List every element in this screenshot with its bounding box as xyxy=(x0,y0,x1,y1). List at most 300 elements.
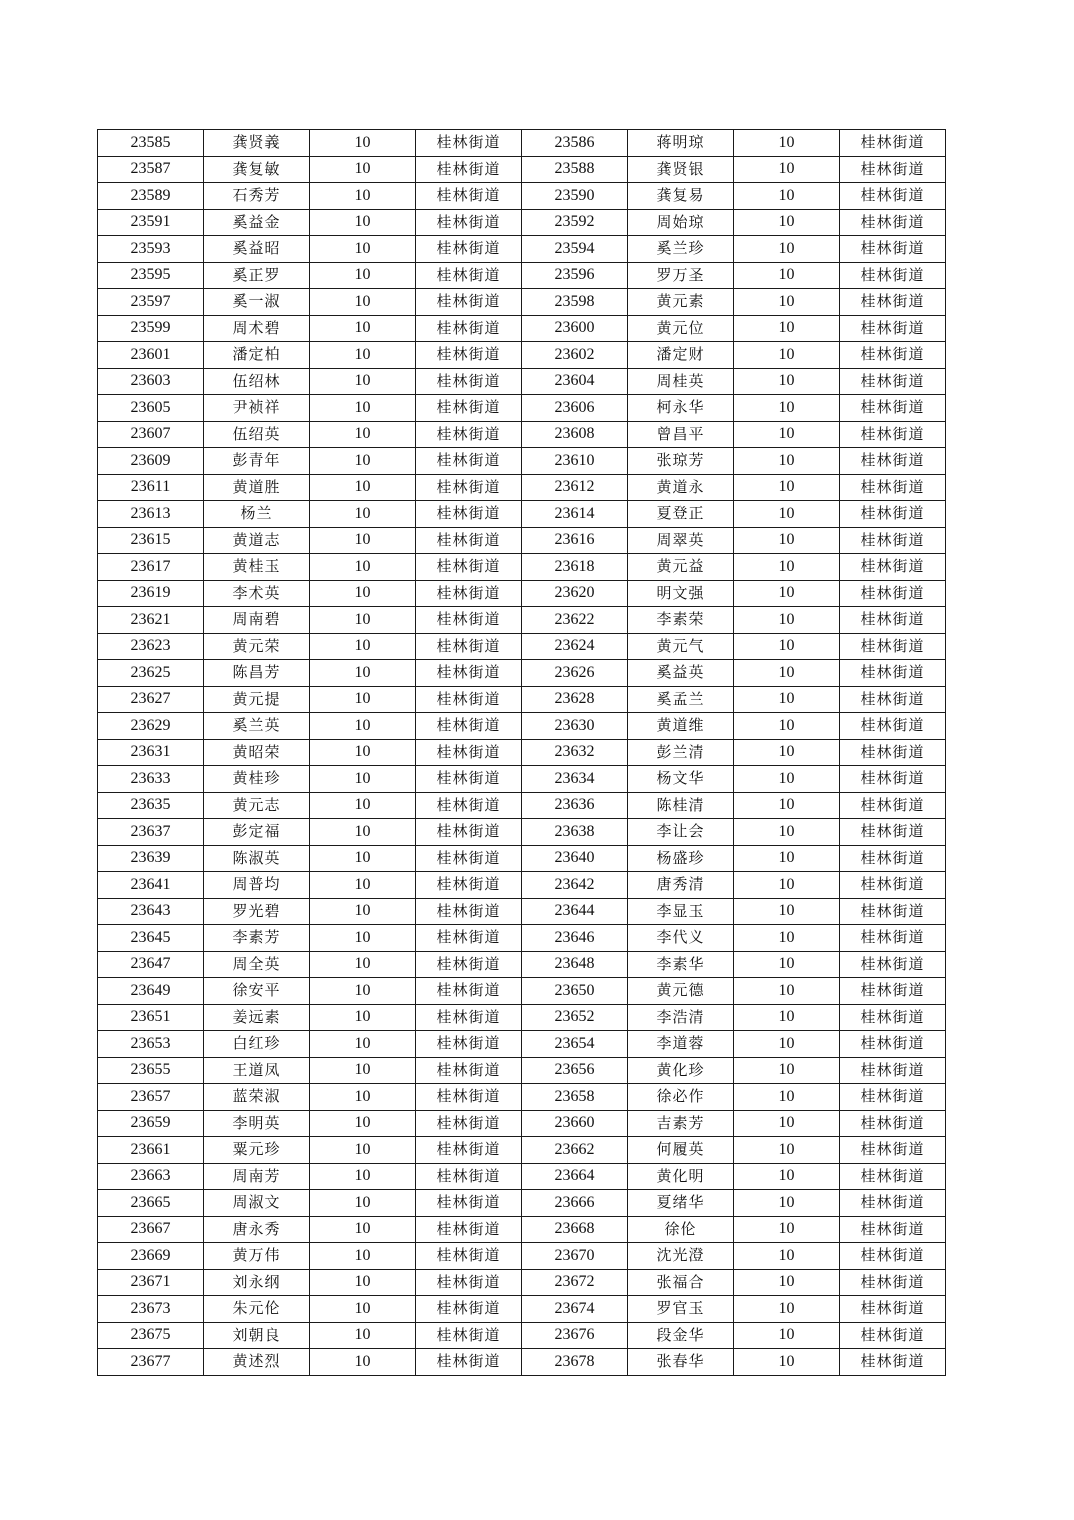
table-row xyxy=(98,474,946,501)
id-cell: 23648 xyxy=(522,951,628,978)
name-cell: 李素芳 xyxy=(204,925,310,952)
count-cell: 10 xyxy=(734,819,840,846)
street-cell: 桂林街道 xyxy=(416,1216,522,1243)
count-cell: 10 xyxy=(310,262,416,289)
id-cell: 23656 xyxy=(522,1057,628,1084)
table-row xyxy=(98,766,946,793)
street-cell: 桂林街道 xyxy=(416,819,522,846)
name-cell: 龚复敏 xyxy=(204,156,310,183)
name-cell: 段金华 xyxy=(628,1322,734,1349)
count-cell: 10 xyxy=(734,209,840,236)
id-cell: 23612 xyxy=(522,474,628,501)
id-cell: 23653 xyxy=(98,1031,204,1058)
name-cell: 白红珍 xyxy=(204,1031,310,1058)
name-cell: 奚正罗 xyxy=(204,262,310,289)
table-row xyxy=(98,315,946,342)
count-cell: 10 xyxy=(734,580,840,607)
street-cell: 桂林街道 xyxy=(840,183,946,210)
count-cell: 10 xyxy=(734,792,840,819)
street-cell: 桂林街道 xyxy=(840,1322,946,1349)
name-cell: 黄桂玉 xyxy=(204,554,310,581)
name-cell: 伍绍林 xyxy=(204,368,310,395)
count-cell: 10 xyxy=(734,898,840,925)
name-cell: 周南芳 xyxy=(204,1163,310,1190)
street-cell: 桂林街道 xyxy=(840,448,946,475)
street-cell: 桂林街道 xyxy=(840,686,946,713)
table-row xyxy=(98,1004,946,1031)
street-cell: 桂林街道 xyxy=(840,1243,946,1270)
id-cell: 23658 xyxy=(522,1084,628,1111)
street-cell: 桂林街道 xyxy=(840,925,946,952)
name-cell: 龚复易 xyxy=(628,183,734,210)
name-cell: 黄元荣 xyxy=(204,633,310,660)
table-row xyxy=(98,501,946,528)
count-cell: 10 xyxy=(310,130,416,157)
count-cell: 10 xyxy=(734,183,840,210)
count-cell: 10 xyxy=(310,607,416,634)
count-cell: 10 xyxy=(310,527,416,554)
name-cell: 奚兰珍 xyxy=(628,236,734,263)
name-cell: 奚益英 xyxy=(628,660,734,687)
street-cell: 桂林街道 xyxy=(416,1004,522,1031)
table-row xyxy=(98,978,946,1005)
table-row xyxy=(98,1137,946,1164)
id-cell: 23671 xyxy=(98,1269,204,1296)
count-cell: 10 xyxy=(310,819,416,846)
street-cell: 桂林街道 xyxy=(416,607,522,634)
table-row xyxy=(98,1216,946,1243)
street-cell: 桂林街道 xyxy=(416,1243,522,1270)
count-cell: 10 xyxy=(310,342,416,369)
street-cell: 桂林街道 xyxy=(416,1031,522,1058)
name-cell: 奚益金 xyxy=(204,209,310,236)
name-cell: 唐永秀 xyxy=(204,1216,310,1243)
id-cell: 23624 xyxy=(522,633,628,660)
name-cell: 粟元珍 xyxy=(204,1137,310,1164)
street-cell: 桂林街道 xyxy=(840,978,946,1005)
id-cell: 23625 xyxy=(98,660,204,687)
id-cell: 23651 xyxy=(98,1004,204,1031)
street-cell: 桂林街道 xyxy=(416,1163,522,1190)
id-cell: 23590 xyxy=(522,183,628,210)
table-row xyxy=(98,1163,946,1190)
street-cell: 桂林街道 xyxy=(416,872,522,899)
count-cell: 10 xyxy=(310,978,416,1005)
street-cell: 桂林街道 xyxy=(416,315,522,342)
count-cell: 10 xyxy=(310,448,416,475)
street-cell: 桂林街道 xyxy=(840,209,946,236)
name-cell: 黄道志 xyxy=(204,527,310,554)
name-cell: 奚兰英 xyxy=(204,713,310,740)
name-cell: 吉素芳 xyxy=(628,1110,734,1137)
count-cell: 10 xyxy=(734,1137,840,1164)
street-cell: 桂林街道 xyxy=(416,1296,522,1323)
id-cell: 23588 xyxy=(522,156,628,183)
id-cell: 23615 xyxy=(98,527,204,554)
id-cell: 23607 xyxy=(98,421,204,448)
table-row xyxy=(98,554,946,581)
table-row xyxy=(98,686,946,713)
count-cell: 10 xyxy=(310,633,416,660)
name-cell: 李素华 xyxy=(628,951,734,978)
name-cell: 彭兰清 xyxy=(628,739,734,766)
count-cell: 10 xyxy=(310,395,416,422)
name-cell: 潘定财 xyxy=(628,342,734,369)
count-cell: 10 xyxy=(310,1243,416,1270)
count-cell: 10 xyxy=(734,527,840,554)
id-cell: 23643 xyxy=(98,898,204,925)
id-cell: 23678 xyxy=(522,1349,628,1376)
count-cell: 10 xyxy=(734,156,840,183)
id-cell: 23666 xyxy=(522,1190,628,1217)
street-cell: 桂林街道 xyxy=(416,183,522,210)
id-cell: 23660 xyxy=(522,1110,628,1137)
street-cell: 桂林街道 xyxy=(840,1084,946,1111)
id-cell: 23596 xyxy=(522,262,628,289)
name-cell: 周术碧 xyxy=(204,315,310,342)
name-cell: 彭青年 xyxy=(204,448,310,475)
count-cell: 10 xyxy=(734,633,840,660)
street-cell: 桂林街道 xyxy=(416,554,522,581)
name-cell: 蓝荣淑 xyxy=(204,1084,310,1111)
name-cell: 李浩清 xyxy=(628,1004,734,1031)
id-cell: 23668 xyxy=(522,1216,628,1243)
count-cell: 10 xyxy=(310,660,416,687)
name-cell: 唐秀清 xyxy=(628,872,734,899)
id-cell: 23604 xyxy=(522,368,628,395)
name-cell: 黄道维 xyxy=(628,713,734,740)
name-cell: 柯永华 xyxy=(628,395,734,422)
id-cell: 23670 xyxy=(522,1243,628,1270)
id-cell: 23608 xyxy=(522,421,628,448)
street-cell: 桂林街道 xyxy=(840,1163,946,1190)
id-cell: 23611 xyxy=(98,474,204,501)
count-cell: 10 xyxy=(734,1110,840,1137)
street-cell: 桂林街道 xyxy=(840,660,946,687)
name-cell: 曾昌平 xyxy=(628,421,734,448)
table-row xyxy=(98,130,946,157)
street-cell: 桂林街道 xyxy=(416,713,522,740)
table-row xyxy=(98,342,946,369)
street-cell: 桂林街道 xyxy=(840,580,946,607)
count-cell: 10 xyxy=(734,368,840,395)
street-cell: 桂林街道 xyxy=(416,898,522,925)
id-cell: 23669 xyxy=(98,1243,204,1270)
street-cell: 桂林街道 xyxy=(840,1031,946,1058)
id-cell: 23649 xyxy=(98,978,204,1005)
count-cell: 10 xyxy=(310,289,416,316)
id-cell: 23634 xyxy=(522,766,628,793)
id-cell: 23585 xyxy=(98,130,204,157)
name-cell: 罗官玉 xyxy=(628,1296,734,1323)
count-cell: 10 xyxy=(310,1322,416,1349)
count-cell: 10 xyxy=(310,1296,416,1323)
street-cell: 桂林街道 xyxy=(840,421,946,448)
street-cell: 桂林街道 xyxy=(840,342,946,369)
street-cell: 桂林街道 xyxy=(840,262,946,289)
street-cell: 桂林街道 xyxy=(416,1190,522,1217)
name-cell: 周南碧 xyxy=(204,607,310,634)
id-cell: 23661 xyxy=(98,1137,204,1164)
count-cell: 10 xyxy=(310,1269,416,1296)
table-row xyxy=(98,819,946,846)
table-row xyxy=(98,633,946,660)
name-cell: 黄万伟 xyxy=(204,1243,310,1270)
count-cell: 10 xyxy=(310,474,416,501)
table-row xyxy=(98,183,946,210)
street-cell: 桂林街道 xyxy=(416,766,522,793)
count-cell: 10 xyxy=(310,1190,416,1217)
id-cell: 23601 xyxy=(98,342,204,369)
count-cell: 10 xyxy=(310,1137,416,1164)
table-row xyxy=(98,289,946,316)
street-cell: 桂林街道 xyxy=(840,1190,946,1217)
id-cell: 23591 xyxy=(98,209,204,236)
street-cell: 桂林街道 xyxy=(416,845,522,872)
name-cell: 杨文华 xyxy=(628,766,734,793)
id-cell: 23638 xyxy=(522,819,628,846)
id-cell: 23616 xyxy=(522,527,628,554)
street-cell: 桂林街道 xyxy=(840,713,946,740)
id-cell: 23665 xyxy=(98,1190,204,1217)
name-cell: 李代义 xyxy=(628,925,734,952)
id-cell: 23675 xyxy=(98,1322,204,1349)
name-cell: 黄元益 xyxy=(628,554,734,581)
count-cell: 10 xyxy=(734,262,840,289)
count-cell: 10 xyxy=(734,845,840,872)
street-cell: 桂林街道 xyxy=(840,792,946,819)
count-cell: 10 xyxy=(734,501,840,528)
street-cell: 桂林街道 xyxy=(416,527,522,554)
count-cell: 10 xyxy=(310,501,416,528)
street-cell: 桂林街道 xyxy=(416,1057,522,1084)
id-cell: 23636 xyxy=(522,792,628,819)
name-cell: 陈昌芳 xyxy=(204,660,310,687)
count-cell: 10 xyxy=(734,395,840,422)
table-row xyxy=(98,607,946,634)
name-cell: 李明英 xyxy=(204,1110,310,1137)
table-row xyxy=(98,1269,946,1296)
street-cell: 桂林街道 xyxy=(840,1296,946,1323)
id-cell: 23589 xyxy=(98,183,204,210)
name-cell: 奚一淑 xyxy=(204,289,310,316)
name-cell: 李让会 xyxy=(628,819,734,846)
id-cell: 23637 xyxy=(98,819,204,846)
street-cell: 桂林街道 xyxy=(840,554,946,581)
table-row xyxy=(98,1296,946,1323)
name-cell: 蒋明琼 xyxy=(628,130,734,157)
count-cell: 10 xyxy=(734,1031,840,1058)
id-cell: 23642 xyxy=(522,872,628,899)
id-cell: 23664 xyxy=(522,1163,628,1190)
id-cell: 23673 xyxy=(98,1296,204,1323)
count-cell: 10 xyxy=(734,554,840,581)
table-row xyxy=(98,527,946,554)
count-cell: 10 xyxy=(734,1349,840,1376)
id-cell: 23593 xyxy=(98,236,204,263)
name-cell: 李素荣 xyxy=(628,607,734,634)
id-cell: 23587 xyxy=(98,156,204,183)
street-cell: 桂林街道 xyxy=(840,819,946,846)
street-cell: 桂林街道 xyxy=(840,156,946,183)
name-cell: 黄昭荣 xyxy=(204,739,310,766)
table-body xyxy=(98,130,946,1376)
count-cell: 10 xyxy=(310,925,416,952)
count-cell: 10 xyxy=(310,713,416,740)
street-cell: 桂林街道 xyxy=(416,633,522,660)
count-cell: 10 xyxy=(310,898,416,925)
id-cell: 23652 xyxy=(522,1004,628,1031)
id-cell: 23647 xyxy=(98,951,204,978)
id-cell: 23639 xyxy=(98,845,204,872)
table-row xyxy=(98,660,946,687)
id-cell: 23594 xyxy=(522,236,628,263)
id-cell: 23650 xyxy=(522,978,628,1005)
id-cell: 23602 xyxy=(522,342,628,369)
name-cell: 黄元德 xyxy=(628,978,734,1005)
name-cell: 何履英 xyxy=(628,1137,734,1164)
table-row xyxy=(98,580,946,607)
id-cell: 23592 xyxy=(522,209,628,236)
street-cell: 桂林街道 xyxy=(416,1084,522,1111)
name-cell: 明文强 xyxy=(628,580,734,607)
count-cell: 10 xyxy=(734,421,840,448)
name-cell: 黄元志 xyxy=(204,792,310,819)
name-cell: 徐安平 xyxy=(204,978,310,1005)
count-cell: 10 xyxy=(734,1216,840,1243)
table-row xyxy=(98,1031,946,1058)
count-cell: 10 xyxy=(310,183,416,210)
count-cell: 10 xyxy=(310,554,416,581)
street-cell: 桂林街道 xyxy=(416,342,522,369)
table-row xyxy=(98,395,946,422)
id-cell: 23646 xyxy=(522,925,628,952)
id-cell: 23654 xyxy=(522,1031,628,1058)
id-cell: 23622 xyxy=(522,607,628,634)
street-cell: 桂林街道 xyxy=(416,1137,522,1164)
street-cell: 桂林街道 xyxy=(840,845,946,872)
street-cell: 桂林街道 xyxy=(840,872,946,899)
street-cell: 桂林街道 xyxy=(840,739,946,766)
street-cell: 桂林街道 xyxy=(416,1269,522,1296)
count-cell: 10 xyxy=(734,1190,840,1217)
name-cell: 徐必作 xyxy=(628,1084,734,1111)
id-cell: 23655 xyxy=(98,1057,204,1084)
table-row xyxy=(98,739,946,766)
table-row xyxy=(98,1349,946,1376)
street-cell: 桂林街道 xyxy=(416,925,522,952)
id-cell: 23657 xyxy=(98,1084,204,1111)
name-cell: 黄桂珍 xyxy=(204,766,310,793)
id-cell: 23663 xyxy=(98,1163,204,1190)
id-cell: 23632 xyxy=(522,739,628,766)
count-cell: 10 xyxy=(734,1057,840,1084)
count-cell: 10 xyxy=(734,739,840,766)
count-cell: 10 xyxy=(734,1322,840,1349)
count-cell: 10 xyxy=(734,1004,840,1031)
name-cell: 刘永纲 xyxy=(204,1269,310,1296)
street-cell: 桂林街道 xyxy=(840,1110,946,1137)
name-cell: 尹祯祥 xyxy=(204,395,310,422)
table-row xyxy=(98,262,946,289)
name-cell: 周翠英 xyxy=(628,527,734,554)
count-cell: 10 xyxy=(310,580,416,607)
count-cell: 10 xyxy=(310,766,416,793)
street-cell: 桂林街道 xyxy=(416,686,522,713)
name-cell: 黄道永 xyxy=(628,474,734,501)
street-cell: 桂林街道 xyxy=(840,633,946,660)
street-cell: 桂林街道 xyxy=(416,156,522,183)
count-cell: 10 xyxy=(734,289,840,316)
street-cell: 桂林街道 xyxy=(416,501,522,528)
count-cell: 10 xyxy=(310,1349,416,1376)
street-cell: 桂林街道 xyxy=(416,951,522,978)
count-cell: 10 xyxy=(310,951,416,978)
street-cell: 桂林街道 xyxy=(840,1057,946,1084)
count-cell: 10 xyxy=(310,1084,416,1111)
id-cell: 23626 xyxy=(522,660,628,687)
name-cell: 姜远素 xyxy=(204,1004,310,1031)
name-cell: 周始琼 xyxy=(628,209,734,236)
table-row xyxy=(98,1110,946,1137)
table-row xyxy=(98,156,946,183)
street-cell: 桂林街道 xyxy=(416,262,522,289)
count-cell: 10 xyxy=(734,1163,840,1190)
count-cell: 10 xyxy=(734,236,840,263)
street-cell: 桂林街道 xyxy=(840,951,946,978)
count-cell: 10 xyxy=(734,607,840,634)
street-cell: 桂林街道 xyxy=(840,1004,946,1031)
name-cell: 奚孟兰 xyxy=(628,686,734,713)
count-cell: 10 xyxy=(310,1031,416,1058)
id-cell: 23613 xyxy=(98,501,204,528)
street-cell: 桂林街道 xyxy=(416,1349,522,1376)
street-cell: 桂林街道 xyxy=(840,315,946,342)
count-cell: 10 xyxy=(310,1057,416,1084)
street-cell: 桂林街道 xyxy=(416,395,522,422)
id-cell: 23620 xyxy=(522,580,628,607)
id-cell: 23621 xyxy=(98,607,204,634)
table-row xyxy=(98,1057,946,1084)
id-cell: 23595 xyxy=(98,262,204,289)
name-cell: 潘定柏 xyxy=(204,342,310,369)
id-cell: 23598 xyxy=(522,289,628,316)
name-cell: 周普均 xyxy=(204,872,310,899)
name-cell: 周淑文 xyxy=(204,1190,310,1217)
count-cell: 10 xyxy=(734,925,840,952)
table-row xyxy=(98,368,946,395)
name-cell: 朱元伦 xyxy=(204,1296,310,1323)
street-cell: 桂林街道 xyxy=(840,1216,946,1243)
street-cell: 桂林街道 xyxy=(416,209,522,236)
name-cell: 夏绪华 xyxy=(628,1190,734,1217)
id-cell: 23672 xyxy=(522,1269,628,1296)
street-cell: 桂林街道 xyxy=(840,607,946,634)
table-row xyxy=(98,872,946,899)
id-cell: 23628 xyxy=(522,686,628,713)
street-cell: 桂林街道 xyxy=(840,1137,946,1164)
count-cell: 10 xyxy=(310,236,416,263)
count-cell: 10 xyxy=(734,448,840,475)
street-cell: 桂林街道 xyxy=(840,898,946,925)
count-cell: 10 xyxy=(310,209,416,236)
name-cell: 黄元位 xyxy=(628,315,734,342)
name-cell: 陈桂清 xyxy=(628,792,734,819)
id-cell: 23619 xyxy=(98,580,204,607)
count-cell: 10 xyxy=(310,315,416,342)
id-cell: 23586 xyxy=(522,130,628,157)
name-cell: 石秀芳 xyxy=(204,183,310,210)
